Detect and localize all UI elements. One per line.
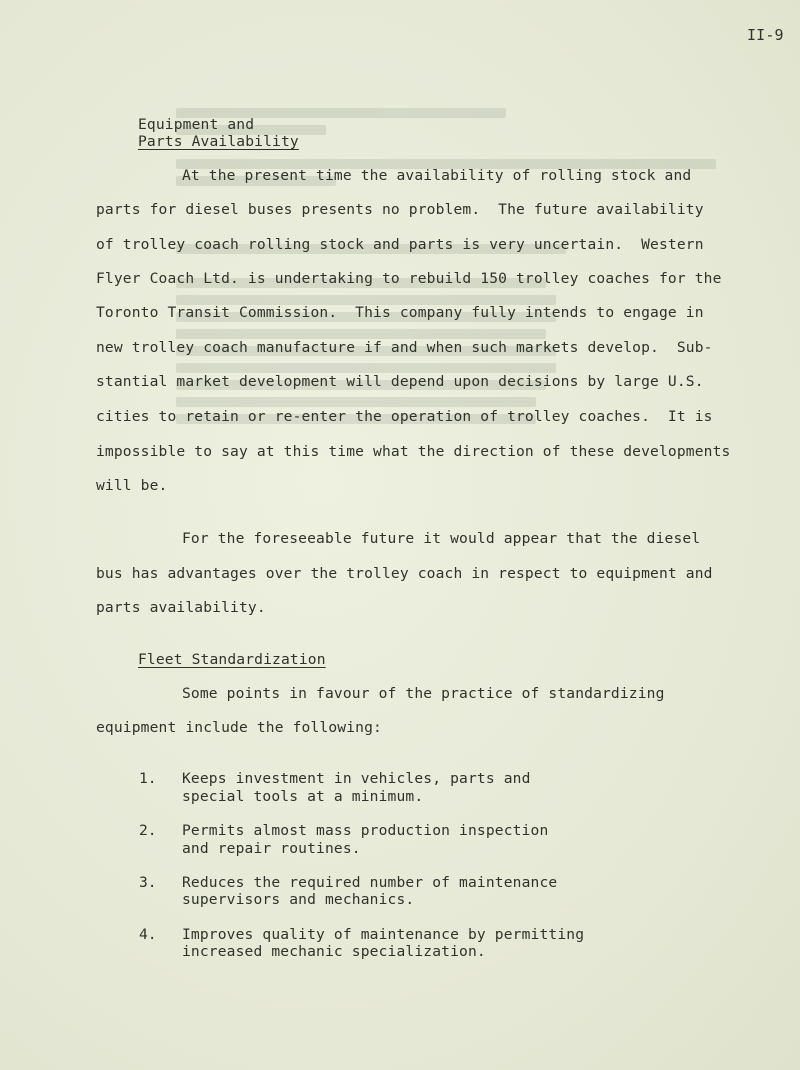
paragraph-line: Flyer Coach Ltd. is undertaking to rebuild 150 trolley coaches for the bbox=[96, 270, 722, 287]
fleet-standardization-heading: Fleet Standardization bbox=[138, 651, 326, 668]
intro-line: Some points in favour of the practice of standardizing bbox=[182, 685, 665, 702]
list-item-text: special tools at a minimum. bbox=[182, 788, 424, 805]
paragraph-line: of trolley coach rolling stock and parts is very uncertain. Western bbox=[96, 236, 704, 253]
section-heading-line2: Parts Availability bbox=[138, 133, 299, 150]
list-item-number: 4. bbox=[139, 926, 157, 943]
list-item-text: Keeps investment in vehicles, parts and bbox=[182, 770, 531, 787]
paragraph-line: impossible to say at this time what the direction of these developments bbox=[96, 443, 731, 460]
paragraph-line: cities to retain or re-enter the operation of trolley coaches. It is bbox=[96, 408, 713, 425]
section-heading-line1: Equipment and bbox=[138, 116, 255, 133]
paragraph-line: parts for diesel buses presents no problem. The future availability bbox=[96, 201, 704, 218]
paragraph-line: will be. bbox=[96, 477, 168, 494]
paragraph-line: For the foreseeable future it would appear that the diesel bbox=[182, 530, 701, 547]
list-item-text: supervisors and mechanics. bbox=[182, 891, 415, 908]
paragraph-line: new trolley coach manufacture if and when such markets develop. Sub- bbox=[96, 339, 713, 356]
paragraph-line: At the present time the availability of rolling stock and bbox=[182, 167, 692, 184]
list-item-number: 2. bbox=[139, 822, 157, 839]
list-item-text: and repair routines. bbox=[182, 840, 361, 857]
paragraph-line: Toronto Transit Commission. This company fully intends to engage in bbox=[96, 304, 704, 321]
paragraph-line: stantial market development will depend upon decisions by large U.S. bbox=[96, 373, 704, 390]
list-item-number: 1. bbox=[139, 770, 157, 787]
intro-line: equipment include the following: bbox=[96, 719, 382, 736]
paragraph-line: bus has advantages over the trolley coach in respect to equipment and bbox=[96, 565, 713, 582]
list-item-text: Permits almost mass production inspection bbox=[182, 822, 549, 839]
list-item-text: Reduces the required number of maintenance bbox=[182, 874, 558, 891]
list-item-text: Improves quality of maintenance by permitting bbox=[182, 926, 585, 943]
page-number: II-9 bbox=[747, 26, 784, 44]
list-item-text: increased mechanic specialization. bbox=[182, 943, 486, 960]
paragraph-line: parts availability. bbox=[96, 599, 266, 616]
list-item-number: 3. bbox=[139, 874, 157, 891]
